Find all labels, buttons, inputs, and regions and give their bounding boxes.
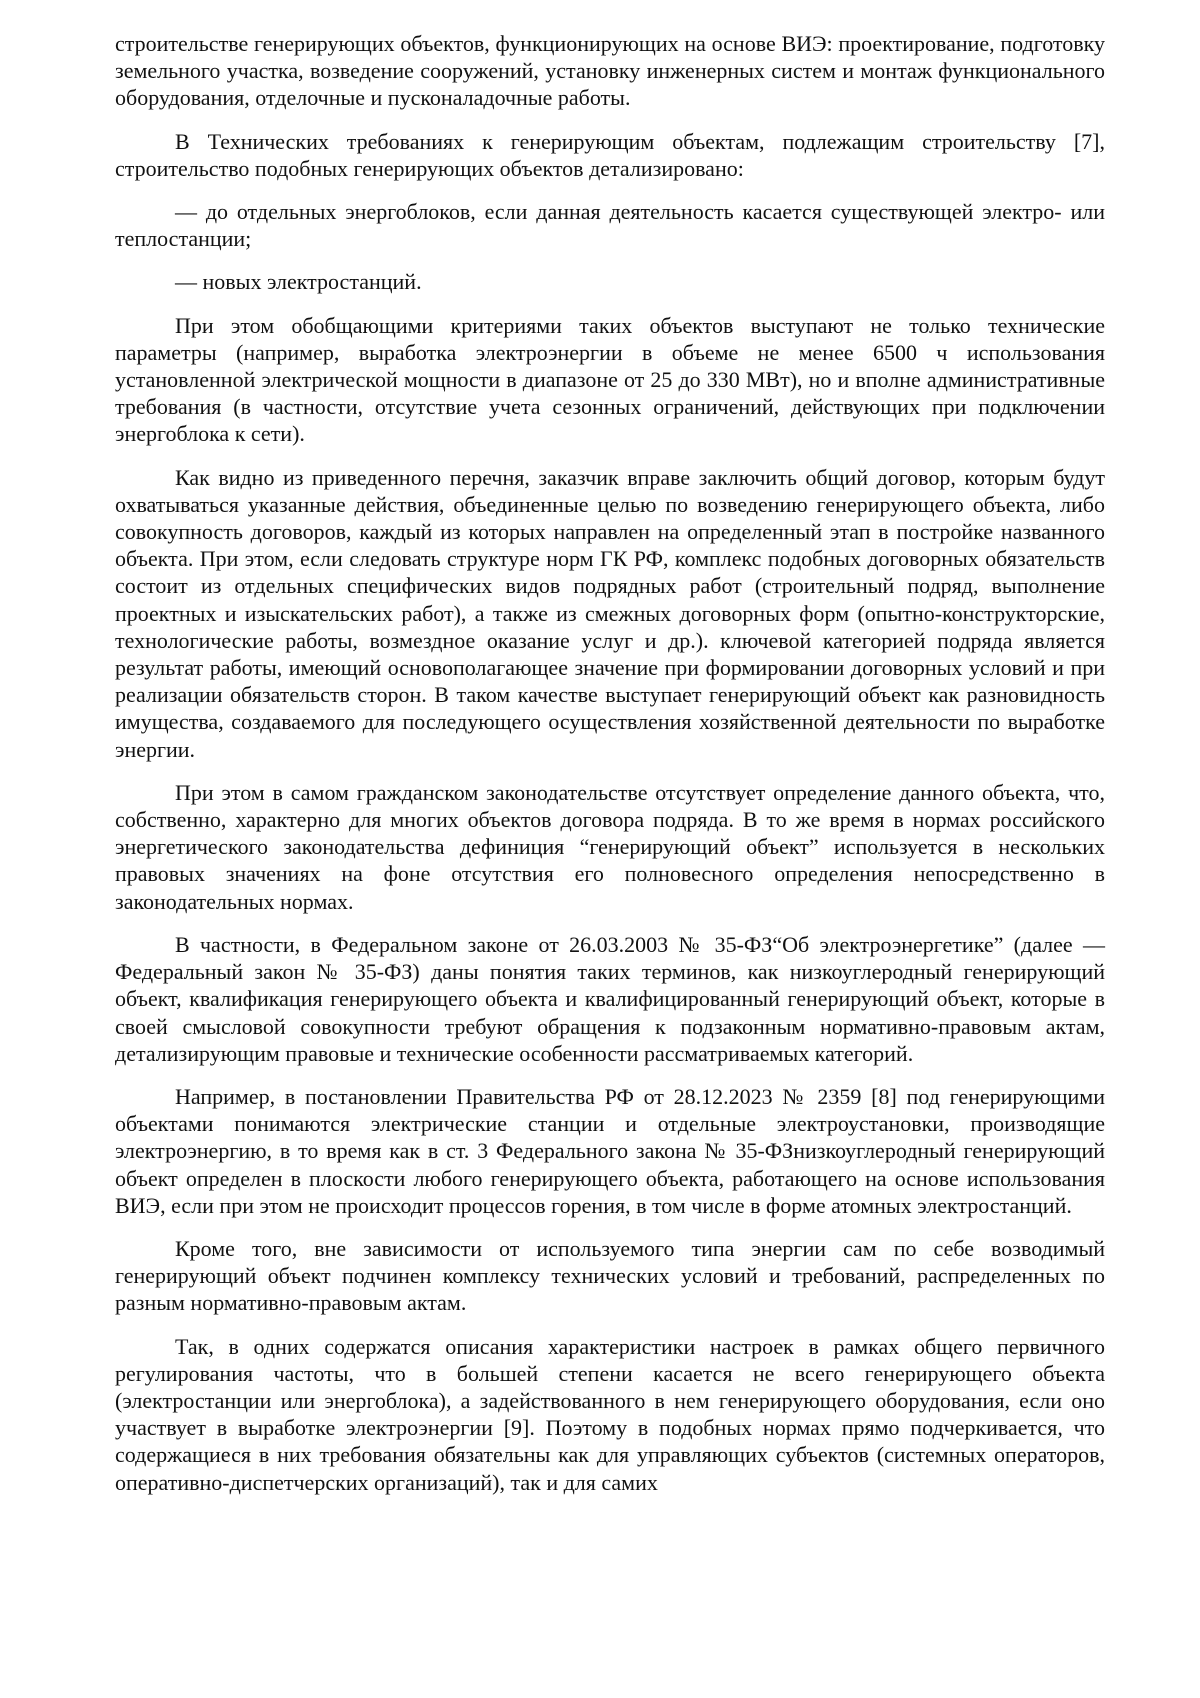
paragraph-11: Так, в одних содержатся описания характеристики настроек в рамках общего первичного регулирования частоты, что в большей степени касается не всего генерирующего объекта (электростанции или энергоблока), а задействованного в нем генерирующего оборудования, если оно участвует в выработке электроэнергии [9]. Поэтому в подобных нормах прямо подчеркивается, что содержащиеся в них требования обязательны как для управляющих субъектов (системных операторов, оперативно-диспетчерских организаций), так и для самих xyxy=(115,1333,1105,1495)
paragraph-5: При этом обобщающими критериями таких объектов выступают не только технические параметры (например, выработка электроэнергии в объеме не менее 6500 ч использования установленной электрической мощности в диапазоне от 25 до 330 МВт), но и вполне административные требования (в частности, отсутствие учета сезонных ограничений, действующих при подключении энергоблока к сети). xyxy=(115,312,1105,447)
paragraph-6: Как видно из приведенного перечня, заказчик вправе заключить общий договор, которым будут охватываться указанные действия, объединенные целью по возведению генерирующего объекта, либо совокупность договоров, каждый из которых направлен на определенный этап в постройке названного объекта. При этом, если следовать структуре норм ГК РФ, комплекс подобных договорных обязательств состоит из отдельных специфических видов подрядных работ (строительный подряд, выполнение проектных и изыскательских работ), а также из смежных договорных форм (опытно-конструкторские, технологические работы, возмездное оказание услуг и др.). ключевой категорией подряда является результат работы, имеющий основополагающее значение при формировании договорных условий и при реализации обязательств сторон. В таком качестве выступает генерирующий объект как разновидность имущества, создаваемого для последующего осуществления хозяйственной деятельности по выработке энергии. xyxy=(115,464,1105,762)
paragraph-2: В Технических требованиях к генерирующим объектам, подлежащим строительству [7], строительство подобных генерирующих объектов детализировано: xyxy=(115,128,1105,181)
document-body xyxy=(115,30,1105,1512)
paragraph-1: строительстве генерирующих объектов, функционирующих на основе ВИЭ: проектирование, подготовку земельного участка, возведение сооружений, установку инженерных систем и монтаж функционального оборудования, отделочные и пусконаладочные работы. xyxy=(115,31,1105,111)
paragraph-10: Кроме того, вне зависимости от используемого типа энергии сам по себе возводимый генерирующий объект подчинен комплексу технических условий и требований, распределенных по разным нормативно-правовым актам. xyxy=(115,1235,1105,1316)
paragraph-4-list-item: — новых электростанций. xyxy=(175,269,422,295)
paragraph-3-list-item: — до отдельных энергоблоков, если данная деятельность касается существующей электро- или теплостанции; xyxy=(115,199,1105,252)
paragraph-7: При этом в самом гражданском законодательстве отсутствует определение данного объекта, что, собственно, характерно для многих объектов договора подряда. В то же время в нормах российского энергетического законодательства дефиниция “генерирующий объект” используется в нескольких правовых значениях на фоне отсутствия его полновесного определения непосредственно в законодательных нормах. xyxy=(115,779,1105,914)
paragraph-8: В частности, в Федеральном законе от 26.03.2003 № 35-ФЗ“Об электроэнергетике” (далее — Федеральный закон № 35-ФЗ) даны понятия таких терминов, как низкоуглеродный генерирующий объект, квалификация генерирующего объекта и квалифицированный генерирующий объект, которые в своей смысловой совокупности требуют обращения к подзаконным нормативно-правовым актам, детализирующим правовые и технические особенности рассматриваемых категорий. xyxy=(115,931,1105,1066)
paragraph-9: Например, в постановлении Правительства РФ от 28.12.2023 № 2359 [8] под генерирующими объектами понимаются электрические станции и отдельные электроустановки, производящие электроэнергию, в то время как в ст. 3 Федерального закона № 35-ФЗнизкоуглеродный генерирующий объект определен в плоскости любого генерирующего объекта, работающего на основе использования ВИЭ, если при этом не происходит процессов горения, в том числе в форме атомных электростанций. xyxy=(115,1083,1105,1218)
